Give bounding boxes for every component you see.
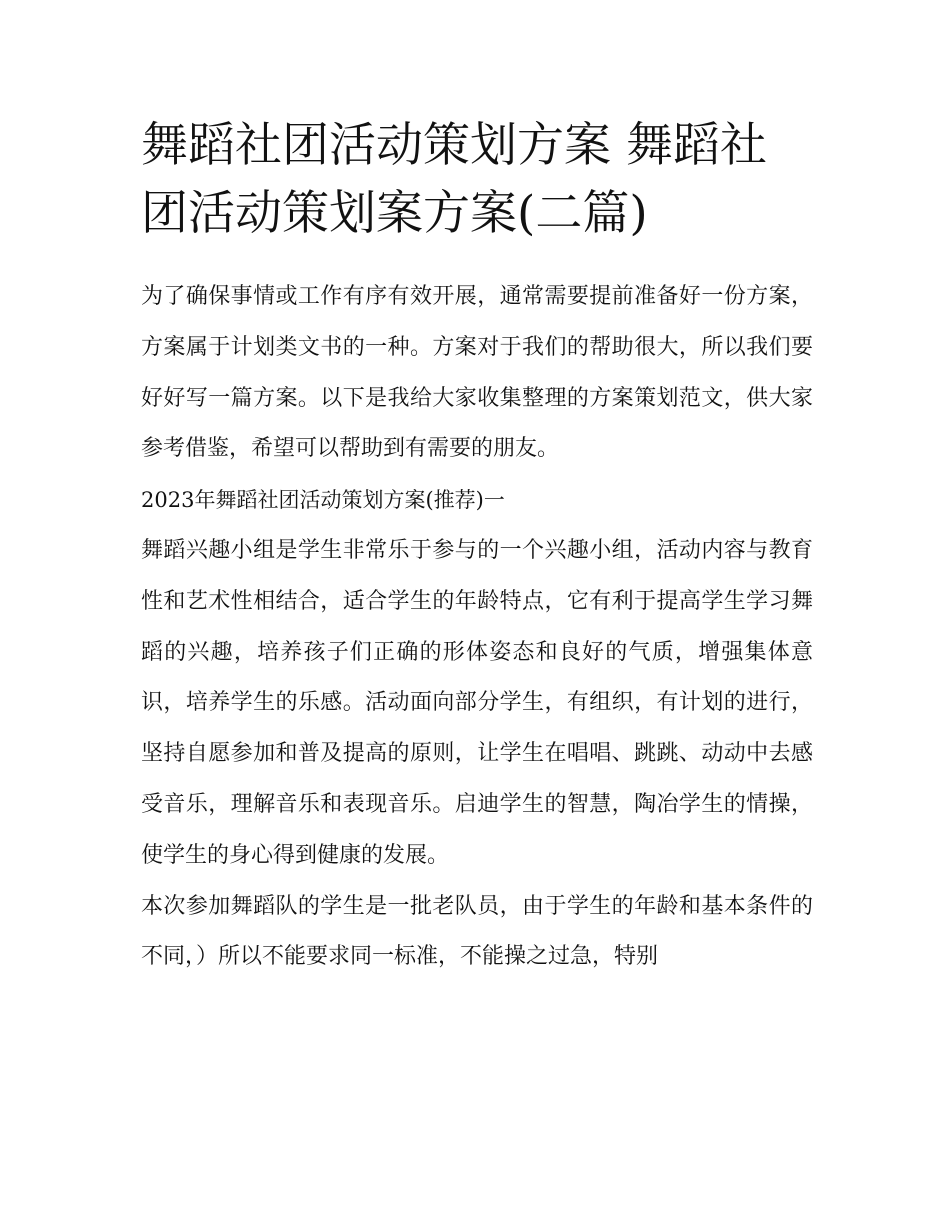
- body-paragraph-2: 本次参加舞蹈队的学生是一批老队员，由于学生的年龄和基本条件的不同，）所以不能要求同一标准，不能操之过急，特别: [141, 893, 813, 970]
- body-paragraph-1: 舞蹈兴趣小组是学生非常乐于参与的一个兴趣小组，活动内容与教育性和艺术性相结合，适合学生的年龄特点，它有利于提高学生学习舞蹈的兴趣，培养孩子们正确的形体姿态和良好的气质，增强集体意识，培养学生的乐感。活动面向部分学生，有组织，有计划的进行，坚持自愿参加和普及提高的原则，让学生在唱唱、跳跳、动动中去感受音乐，理解音乐和表现音乐。启迪学生的智慧，陶冶学生的情操，使学生的身心得到健康的发展。: [141, 537, 813, 868]
- document-title: 舞蹈社团活动策划方案 舞蹈社团活动策划案方案(二篇): [141, 118, 767, 241]
- intro-paragraph: 为了确保事情或工作有序有效开展，通常需要提前准备好一份方案，方案属于计划类文书的一种。方案对于我们的帮助很大，所以我们要好好写一篇方案。以下是我给大家收集整理的方案策划范文，供大家参考借鉴，希望可以帮助到有需要的朋友。: [141, 284, 813, 462]
- section-heading: 2023年舞蹈社团活动策划方案(推荐)一: [141, 488, 505, 513]
- document-page: [141, 112, 813, 983]
